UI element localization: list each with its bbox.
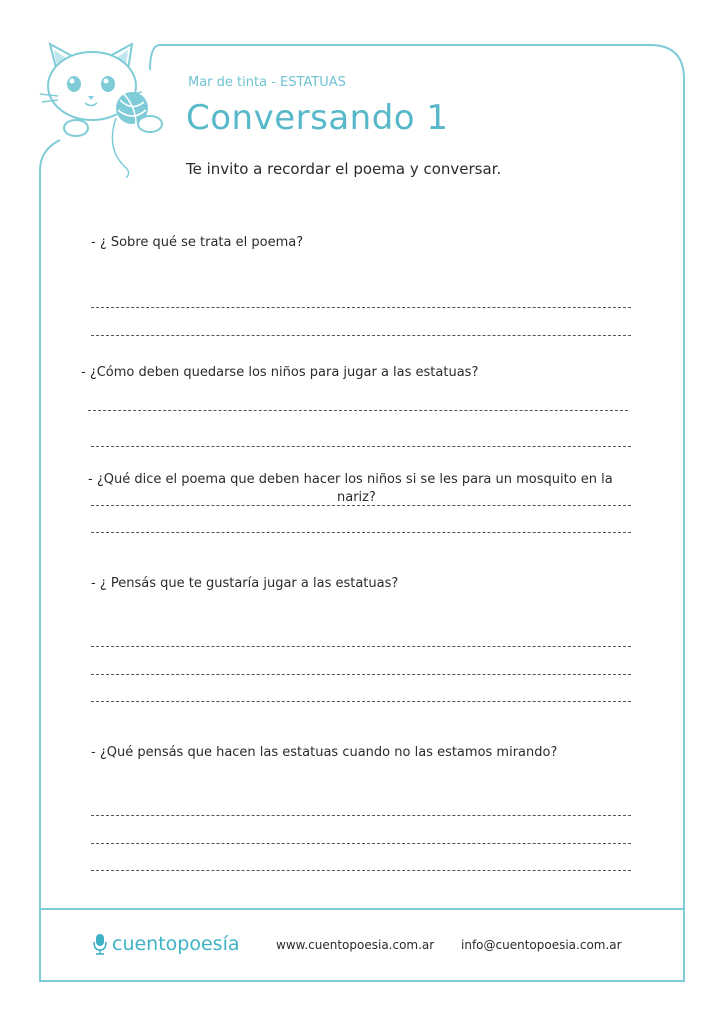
question-1: - ¿ Sobre qué se trata el poema? [91, 235, 304, 250]
question-3-continued: nariz? [337, 490, 376, 505]
answer-line[interactable] [91, 446, 631, 447]
answer-line[interactable] [91, 701, 631, 702]
website-link[interactable]: www.cuentopoesia.com.ar [276, 938, 435, 952]
email-link[interactable]: info@cuentopoesia.com.ar [461, 938, 622, 952]
instructions: Te invito a recordar el poema y conversar. [186, 160, 502, 178]
question-3: - ¿Qué dice el poema que deben hacer los niños si se les para un mosquito en la [88, 472, 613, 487]
answer-line[interactable] [91, 674, 631, 675]
answer-line[interactable] [91, 870, 631, 871]
answer-line[interactable] [91, 815, 631, 816]
answer-line[interactable] [91, 335, 631, 336]
cat-with-yarn-icon [36, 38, 171, 178]
worksheet-subtitle: Mar de tinta - ESTATUAS [188, 75, 346, 90]
question-5: - ¿Qué pensás que hacen las estatuas cuando no las estamos mirando? [91, 745, 558, 760]
answer-line[interactable] [91, 307, 631, 308]
page-title: Conversando 1 [186, 98, 449, 138]
answer-line[interactable] [91, 505, 631, 506]
answer-line[interactable] [91, 843, 631, 844]
footer-divider [40, 908, 684, 910]
microphone-icon [92, 932, 108, 956]
brand-logo[interactable] [92, 932, 240, 956]
answer-line[interactable] [91, 532, 631, 533]
brand-name: cuentopoesía [112, 933, 240, 955]
answer-line[interactable] [88, 410, 628, 411]
answer-line[interactable] [91, 646, 631, 647]
question-2: - ¿Cómo deben quedarse los niños para jugar a las estatuas? [81, 365, 479, 380]
question-4: - ¿ Pensás que te gustaría jugar a las estatuas? [91, 576, 399, 591]
